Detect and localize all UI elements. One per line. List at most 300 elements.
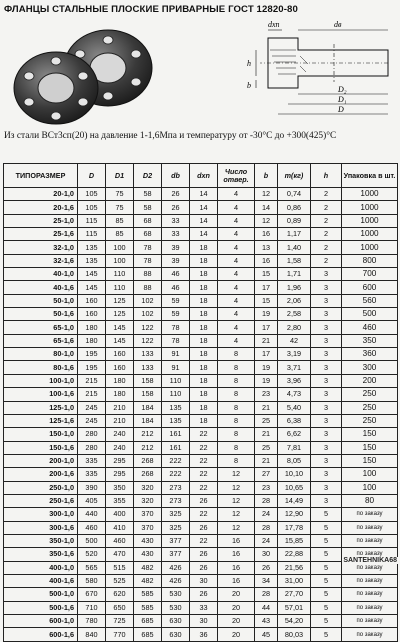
table-cell: 1,71 — [278, 268, 311, 281]
table-cell: 3 — [311, 428, 342, 441]
table-cell: 5 — [311, 628, 342, 641]
table-cell: 430 — [134, 534, 162, 547]
table-cell: 4 — [218, 188, 255, 201]
table-cell: 8 — [218, 441, 255, 454]
table-cell: 184 — [134, 401, 162, 414]
table-cell: 21 — [255, 428, 278, 441]
table-cell: 240 — [106, 428, 134, 441]
table-cell: 161 — [162, 428, 190, 441]
table-cell: 725 — [106, 615, 134, 628]
table-cell: 780 — [78, 615, 106, 628]
table-cell: 2 — [311, 241, 342, 254]
table-cell: 80 — [342, 494, 398, 507]
table-cell: 4 — [218, 214, 255, 227]
table-cell: 700 — [342, 268, 398, 281]
table-cell: 0,86 — [278, 201, 311, 214]
table-cell: 5 — [311, 561, 342, 574]
table-cell: 100 — [106, 254, 134, 267]
label-db: dв — [334, 20, 342, 29]
table-row — [4, 428, 398, 441]
table-row — [4, 241, 398, 254]
flange-drawing — [238, 16, 398, 134]
table-cell: 100-1,0 — [4, 374, 78, 387]
table-cell: 145 — [106, 334, 134, 347]
table-cell: 4 — [218, 334, 255, 347]
table-cell: 215 — [78, 374, 106, 387]
table-cell: 68 — [134, 228, 162, 241]
table-cell: 405 — [78, 494, 106, 507]
table-cell: 46 — [162, 268, 190, 281]
table-cell: 400 — [106, 508, 134, 521]
table-cell: 20 — [218, 628, 255, 641]
table-cell: 3 — [311, 414, 342, 427]
table-cell: 46 — [162, 281, 190, 294]
table-cell: 300-1,6 — [4, 521, 78, 534]
table-cell: 45 — [255, 628, 278, 641]
table-cell: 17 — [255, 321, 278, 334]
table-cell: 1000 — [342, 228, 398, 241]
table-cell: 2 — [311, 188, 342, 201]
label-D1: D₁ — [338, 95, 347, 104]
table-cell: 3 — [311, 281, 342, 294]
table-cell: 250-1,6 — [4, 494, 78, 507]
table-cell: 460 — [106, 534, 134, 547]
table-cell: 4 — [218, 308, 255, 321]
table-cell: 80,03 — [278, 628, 311, 641]
table-cell: по заказу — [342, 628, 398, 641]
material-note: Из стали ВСт3сп(20) на давление 1-1,6Мпа и температуру от -30°C до +300(425)°C — [4, 131, 337, 141]
table-row — [4, 348, 398, 361]
table-cell: 14 — [190, 228, 218, 241]
table-cell: 240 — [106, 441, 134, 454]
table-cell: 426 — [162, 561, 190, 574]
table-cell: 115 — [78, 228, 106, 241]
table-cell: 57,01 — [278, 601, 311, 614]
label-b: b — [247, 81, 251, 90]
table-cell: 3 — [311, 401, 342, 414]
table-cell: 19 — [255, 374, 278, 387]
table-cell: 180 — [106, 374, 134, 387]
table-cell: 19 — [255, 308, 278, 321]
table-cell: 212 — [134, 441, 162, 454]
table-cell: 210 — [106, 401, 134, 414]
table-cell: 19 — [255, 361, 278, 374]
table-cell: по заказу — [342, 574, 398, 587]
table-cell: 250 — [342, 388, 398, 401]
table-cell: 18 — [190, 334, 218, 347]
table-row — [4, 468, 398, 481]
table-cell: 31,00 — [278, 574, 311, 587]
label-dxn: dхп — [268, 20, 280, 29]
table-cell: 0,74 — [278, 188, 311, 201]
table-cell: 212 — [134, 428, 162, 441]
table-cell: 18 — [190, 388, 218, 401]
table-cell: по заказу — [342, 588, 398, 601]
table-cell: 360 — [342, 348, 398, 361]
table-cell: по заказу — [342, 548, 398, 561]
table-cell: 1000 — [342, 214, 398, 227]
table-cell: 500-1,0 — [4, 588, 78, 601]
table-cell: 20-1,0 — [4, 188, 78, 201]
table-cell: 4,73 — [278, 388, 311, 401]
table-cell: 184 — [134, 414, 162, 427]
table-cell: 78 — [162, 334, 190, 347]
table-cell: 12 — [255, 214, 278, 227]
table-cell: 110 — [162, 388, 190, 401]
table-cell: 43 — [255, 615, 278, 628]
table-cell: 12,90 — [278, 508, 311, 521]
table-cell: 6,38 — [278, 414, 311, 427]
table-cell: 14 — [190, 188, 218, 201]
table-cell: 400-1,0 — [4, 561, 78, 574]
table-cell: 4 — [218, 254, 255, 267]
table-row — [4, 548, 398, 561]
table-row — [4, 521, 398, 534]
table-cell: 400-1,6 — [4, 574, 78, 587]
table-cell: 430 — [134, 548, 162, 561]
table-cell: 250 — [342, 401, 398, 414]
table-cell: 280 — [78, 428, 106, 441]
table-cell: 685 — [134, 615, 162, 628]
table-cell: 3,71 — [278, 361, 311, 374]
table-row — [4, 281, 398, 294]
table-cell: 78 — [162, 321, 190, 334]
table-cell: 50-1,6 — [4, 308, 78, 321]
table-cell: 122 — [134, 321, 162, 334]
table-cell: 14 — [190, 201, 218, 214]
table-cell: 30 — [255, 548, 278, 561]
table-cell: 4 — [218, 201, 255, 214]
table-cell: 21 — [255, 454, 278, 467]
table-row — [4, 615, 398, 628]
table-cell: 12 — [218, 481, 255, 494]
table-cell: 42 — [278, 334, 311, 347]
table-cell: 5 — [311, 588, 342, 601]
table-cell: по заказу — [342, 561, 398, 574]
table-cell: 390 — [78, 481, 106, 494]
table-cell: 33 — [162, 228, 190, 241]
table-cell: 22 — [190, 468, 218, 481]
table-cell: 8 — [218, 454, 255, 467]
table-cell: 78 — [134, 241, 162, 254]
table-cell: 2 — [311, 228, 342, 241]
column-header: db — [162, 164, 190, 188]
table-cell: 18 — [190, 348, 218, 361]
table-cell: 2,80 — [278, 321, 311, 334]
table-cell: 200-1,0 — [4, 454, 78, 467]
table-cell: 59 — [162, 294, 190, 307]
table-cell: 8 — [218, 374, 255, 387]
table-cell: 268 — [134, 454, 162, 467]
table-cell: 28 — [255, 588, 278, 601]
table-cell: 34 — [255, 574, 278, 587]
table-cell: 68 — [134, 214, 162, 227]
table-cell: 25 — [255, 414, 278, 427]
table-row — [4, 628, 398, 641]
table-cell: 16 — [218, 548, 255, 561]
column-header: Упаковка в шт. — [342, 164, 398, 188]
table-cell: 3 — [311, 454, 342, 467]
table-cell: 4 — [218, 228, 255, 241]
table-cell: 18 — [190, 321, 218, 334]
table-cell: 65-1,0 — [4, 321, 78, 334]
watermark: SANTEHNIKA68 — [343, 557, 397, 564]
table-cell: 59 — [162, 308, 190, 321]
flange-photo — [8, 24, 158, 132]
table-cell: 16 — [218, 534, 255, 547]
table-cell: по заказу — [342, 508, 398, 521]
table-cell: 18 — [190, 374, 218, 387]
table-cell: 26 — [162, 188, 190, 201]
table-cell: 18 — [190, 254, 218, 267]
column-header: b — [255, 164, 278, 188]
table-cell: 8 — [218, 414, 255, 427]
table-cell: 160 — [106, 348, 134, 361]
table-cell: 16 — [218, 561, 255, 574]
table-cell: 2 — [311, 201, 342, 214]
table-cell: 350-1,6 — [4, 548, 78, 561]
column-header: D2 — [134, 164, 162, 188]
table-cell: 5 — [311, 534, 342, 547]
table-cell: 426 — [162, 574, 190, 587]
table-cell: 3,19 — [278, 348, 311, 361]
table-cell: 0,89 — [278, 214, 311, 227]
table-cell: 85 — [106, 214, 134, 227]
table-cell: 5 — [311, 601, 342, 614]
table-cell: 4 — [218, 281, 255, 294]
table-cell: 100 — [342, 481, 398, 494]
table-cell: 370 — [134, 508, 162, 521]
table-row — [4, 228, 398, 241]
table-cell: 133 — [134, 361, 162, 374]
table-cell: 32-1,0 — [4, 241, 78, 254]
table-cell: 26 — [190, 588, 218, 601]
table-cell: 1000 — [342, 241, 398, 254]
table-cell: 100 — [342, 468, 398, 481]
table-cell: 18 — [190, 414, 218, 427]
table-cell: 105 — [78, 201, 106, 214]
table-row — [4, 321, 398, 334]
table-cell: 158 — [134, 388, 162, 401]
column-header: dxn — [190, 164, 218, 188]
table-cell: 133 — [134, 348, 162, 361]
table-cell: по заказу — [342, 601, 398, 614]
table-row — [4, 601, 398, 614]
table-cell: 14,49 — [278, 494, 311, 507]
table-cell: 22 — [190, 441, 218, 454]
table-cell: 350-1,0 — [4, 534, 78, 547]
table-cell: 25-1,0 — [4, 214, 78, 227]
table-cell: 12 — [255, 188, 278, 201]
table-cell: 300 — [342, 361, 398, 374]
table-cell: 26 — [190, 548, 218, 561]
table-cell: 1000 — [342, 188, 398, 201]
table-cell: 21 — [255, 334, 278, 347]
table-cell: 125 — [106, 308, 134, 321]
table-cell: 105 — [78, 188, 106, 201]
table-cell: 3 — [311, 308, 342, 321]
table-cell: 5 — [311, 615, 342, 628]
table-cell: 482 — [134, 561, 162, 574]
table-row — [4, 534, 398, 547]
table-cell: 135 — [162, 401, 190, 414]
table-cell: 20 — [218, 588, 255, 601]
table-cell: 28 — [255, 494, 278, 507]
table-cell: 32-1,6 — [4, 254, 78, 267]
table-cell: 17 — [255, 281, 278, 294]
table-cell: 8,05 — [278, 454, 311, 467]
table-cell: 16 — [255, 228, 278, 241]
table-cell: 440 — [78, 508, 106, 521]
label-D2: D₂ — [338, 85, 347, 94]
table-cell: 160 — [78, 294, 106, 307]
table-cell: 3 — [311, 494, 342, 507]
table-cell: 21,56 — [278, 561, 311, 574]
table-cell: 10,10 — [278, 468, 311, 481]
table-cell: 1000 — [342, 201, 398, 214]
table-row — [4, 388, 398, 401]
table-cell: 78 — [134, 254, 162, 267]
table-cell: 5 — [311, 548, 342, 561]
table-cell: 18 — [190, 361, 218, 374]
table-cell: 250 — [342, 414, 398, 427]
table-row — [4, 441, 398, 454]
table-cell: 10,65 — [278, 481, 311, 494]
table-cell: 44 — [255, 601, 278, 614]
table-cell: 5 — [311, 574, 342, 587]
table-cell: 122 — [134, 334, 162, 347]
table-cell: 50-1,0 — [4, 294, 78, 307]
table-cell: 215 — [78, 388, 106, 401]
column-header: h — [311, 164, 342, 188]
table-cell: 39 — [162, 241, 190, 254]
table-row — [4, 401, 398, 414]
table-cell: 13 — [255, 241, 278, 254]
table-row — [4, 294, 398, 307]
table-cell: 22 — [190, 428, 218, 441]
table-cell: 18 — [190, 241, 218, 254]
table-cell: 3 — [311, 388, 342, 401]
table-cell: по заказу — [342, 534, 398, 547]
table-cell: 150-1,6 — [4, 441, 78, 454]
table-cell: 3 — [311, 361, 342, 374]
table-row — [4, 361, 398, 374]
table-cell: 4 — [218, 321, 255, 334]
table-cell: 23 — [255, 388, 278, 401]
table-cell: 370 — [134, 521, 162, 534]
label-D: D — [338, 105, 344, 114]
table-cell: 14 — [255, 201, 278, 214]
table-cell: 110 — [106, 268, 134, 281]
table-cell: 20 — [218, 615, 255, 628]
table-cell: 3 — [311, 294, 342, 307]
table-cell: 100 — [106, 241, 134, 254]
table-cell: 16 — [218, 574, 255, 587]
table-cell: 80-1,6 — [4, 361, 78, 374]
table-cell: 210 — [106, 414, 134, 427]
table-cell: 58 — [134, 188, 162, 201]
table-cell: 20 — [218, 601, 255, 614]
table-cell: 24 — [255, 508, 278, 521]
table-cell: 28 — [255, 521, 278, 534]
table-cell: 88 — [134, 281, 162, 294]
table-cell: 75 — [106, 201, 134, 214]
table-cell: 40-1,0 — [4, 268, 78, 281]
table-cell: 630 — [162, 615, 190, 628]
column-header: D1 — [106, 164, 134, 188]
table-cell: 17 — [255, 348, 278, 361]
table-cell: 530 — [162, 601, 190, 614]
table-cell: 195 — [78, 348, 106, 361]
table-row — [4, 574, 398, 587]
table-cell: 15,85 — [278, 534, 311, 547]
table-cell: 200-1,6 — [4, 468, 78, 481]
table-cell: 770 — [106, 628, 134, 641]
table-cell: 88 — [134, 268, 162, 281]
table-cell: 8 — [218, 348, 255, 361]
table-cell: 102 — [134, 308, 162, 321]
table-cell: 600 — [342, 281, 398, 294]
column-header: ТИПОРАЗМЕР — [4, 164, 78, 188]
table-cell: 8 — [218, 401, 255, 414]
table-cell: 15 — [255, 294, 278, 307]
table-cell: 180 — [106, 388, 134, 401]
table-cell: 350 — [342, 334, 398, 347]
table-cell: 27 — [255, 468, 278, 481]
table-cell: 26 — [190, 561, 218, 574]
table-cell: 150 — [342, 441, 398, 454]
table-cell: 245 — [78, 414, 106, 427]
table-cell: 245 — [78, 401, 106, 414]
table-cell: 500 — [342, 308, 398, 321]
table-cell: 250-1,0 — [4, 481, 78, 494]
table-cell: 355 — [106, 494, 134, 507]
table-cell: 580 — [78, 574, 106, 587]
table-row — [4, 414, 398, 427]
table-cell: 75 — [106, 188, 134, 201]
table-cell: 630 — [162, 628, 190, 641]
table-cell: 150 — [342, 454, 398, 467]
table-cell: 36 — [190, 628, 218, 641]
table-cell: 1,40 — [278, 241, 311, 254]
table-cell: 3 — [311, 321, 342, 334]
table-cell: 300-1,0 — [4, 508, 78, 521]
table-cell: 26 — [162, 201, 190, 214]
table-cell: 30 — [190, 615, 218, 628]
table-cell: 160 — [106, 361, 134, 374]
table-cell: 12 — [218, 508, 255, 521]
table-row — [4, 334, 398, 347]
table-cell: 3 — [311, 268, 342, 281]
table-cell: 7,81 — [278, 441, 311, 454]
table-row — [4, 308, 398, 321]
table-cell: 560 — [342, 294, 398, 307]
table-cell: 295 — [106, 454, 134, 467]
table-cell: 21 — [255, 401, 278, 414]
table-cell: 600-1,6 — [4, 628, 78, 641]
table-cell: 1,58 — [278, 254, 311, 267]
table-cell: 3,96 — [278, 374, 311, 387]
table-cell: 377 — [162, 548, 190, 561]
table-cell: 565 — [78, 561, 106, 574]
table-cell: 20-1,6 — [4, 201, 78, 214]
table-cell: 12 — [218, 494, 255, 507]
table-cell: 102 — [134, 294, 162, 307]
table-cell: 145 — [78, 281, 106, 294]
table-cell: 2 — [311, 254, 342, 267]
table-cell: 22 — [190, 454, 218, 467]
table-row — [4, 214, 398, 227]
